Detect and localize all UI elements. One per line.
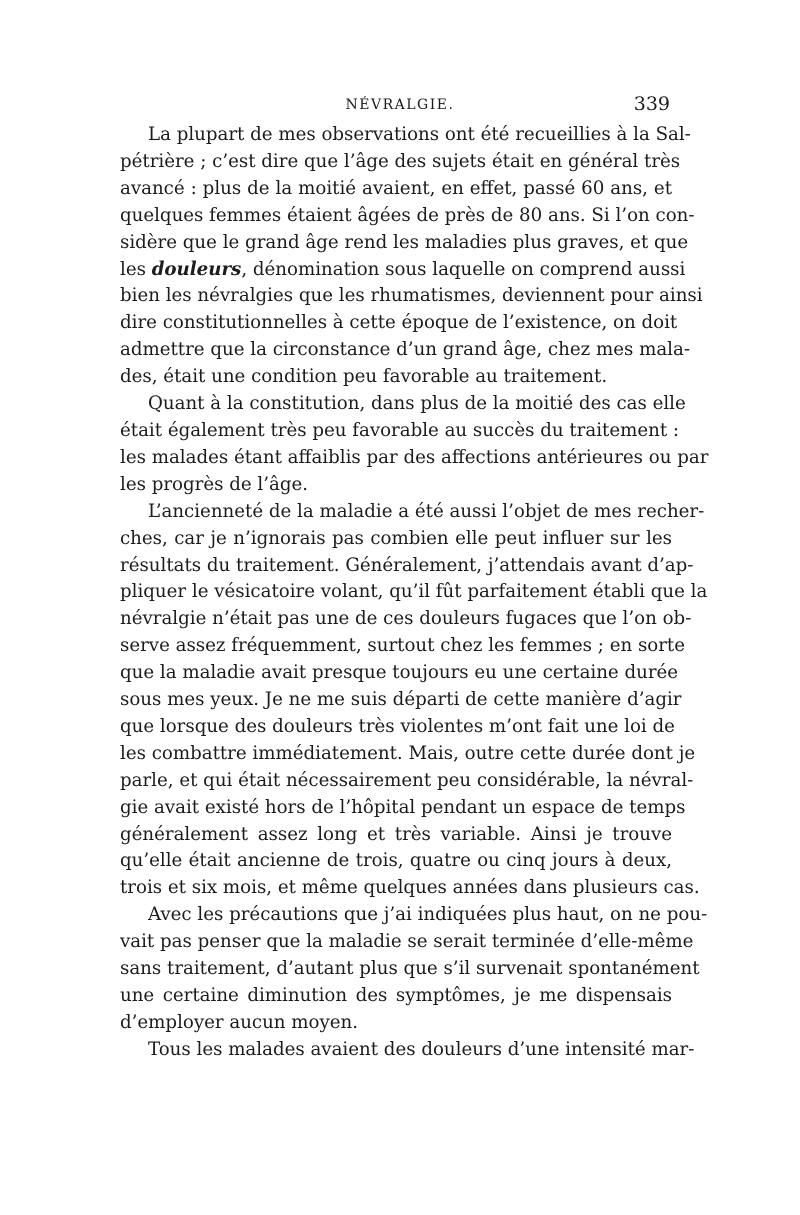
text-line: les progrès de l’âge. bbox=[120, 473, 309, 495]
text-line: trois et six mois, et même quelques années dans plusieurs cas. bbox=[120, 877, 700, 899]
text-line: généralement assez long et très variable. Ainsi je trouve bbox=[120, 823, 672, 845]
text-line: que la maladie avait presque toujours eu une certaine durée bbox=[120, 662, 679, 684]
paragraph-4 bbox=[120, 902, 708, 1037]
text-line: que lorsque des douleurs très violentes m’ont fait une loi de bbox=[120, 715, 675, 737]
page-number: 339 bbox=[633, 93, 670, 115]
paragraph-1 bbox=[120, 122, 703, 391]
text-line: Tous les malades avaient des douleurs d’une intensité mar- bbox=[148, 1038, 695, 1060]
text-line: sous mes yeux. Je ne me suis départi de cette manière d’agir bbox=[120, 689, 682, 711]
text-line: bien les névralgies que les rhumatismes, deviennent pour ainsi bbox=[120, 285, 703, 307]
line-suffix: , dénomination sous laquelle on comprend aussi bbox=[241, 258, 686, 280]
text-line: Quant à la constitution, dans plus de la moitié des cas elle bbox=[148, 393, 686, 415]
text-line: les combattre immédiatement. Mais, outre cette durée dont je bbox=[120, 742, 696, 764]
page-header bbox=[120, 93, 680, 117]
paragraph-3 bbox=[120, 499, 708, 903]
body-text bbox=[120, 122, 709, 1064]
text-line: dire constitutionnelles à cette époque de l’existence, on doit bbox=[120, 312, 678, 334]
paragraph-2 bbox=[120, 391, 709, 499]
text-line: résultats du traitement. Généralement, j’attendais avant d’ap- bbox=[120, 554, 694, 576]
text-line: L’ancienneté de la maladie a été aussi l’objet de mes recher- bbox=[148, 500, 705, 522]
text-line: quelques femmes étaient âgées de près de 80 ans. Si l’on con- bbox=[120, 204, 695, 226]
text-line: sans traitement, d’autant plus que s’il survenait spontanément bbox=[120, 958, 700, 980]
text-line: Avec les précautions que j’ai indiquées plus haut, on ne pou- bbox=[148, 904, 708, 926]
text-line: parle, et qui était nécessairement peu considérable, la névral- bbox=[120, 769, 694, 791]
text-line: était également très peu favorable au succès du traitement : bbox=[120, 419, 680, 441]
text-line: névralgie n’était pas une de ces douleurs fugaces que l’on ob- bbox=[120, 608, 692, 630]
paragraph-5 bbox=[120, 1037, 695, 1064]
text-line: des, était une condition peu favorable au traitement. bbox=[120, 366, 608, 388]
text-line: ches, car je n’ignorais pas combien elle peut influer sur les bbox=[120, 527, 672, 549]
text-line: pliquer le vésicatoire volant, qu’il fût parfaitement établi que la bbox=[120, 581, 708, 603]
italic-term: douleurs bbox=[151, 258, 242, 280]
text-line: sidère que le grand âge rend les maladies plus graves, et que bbox=[120, 231, 689, 253]
text-line: serve assez fréquemment, surtout chez les femmes ; en sorte bbox=[120, 635, 686, 657]
line-prefix: les bbox=[120, 258, 152, 280]
text-line: admettre que la circonstance d’un grand âge, chez mes mala- bbox=[120, 339, 690, 361]
text-line: pétrière ; c’est dire que l’âge des sujets était en général très bbox=[120, 150, 681, 172]
text-line-with-italic bbox=[120, 257, 686, 284]
text-line: d’employer aucun moyen. bbox=[120, 1011, 359, 1033]
text-line: les malades étant affaiblis par des affections antérieures ou par bbox=[120, 446, 709, 468]
text-line: une certaine diminution des symptômes, je me dispensais bbox=[120, 985, 672, 1006]
text-line: qu’elle était ancienne de trois, quatre ou cinq jours à deux, bbox=[120, 850, 672, 872]
text-line: avancé : plus de la moitié avaient, en effet, passé 60 ans, et bbox=[120, 177, 672, 199]
text-line: gie avait existé hors de l’hôpital pendant un espace de temps bbox=[120, 796, 686, 818]
text-line: La plupart de mes observations ont été recueillies à la Sal- bbox=[148, 124, 691, 145]
running-title: NÉVRALGIE. bbox=[345, 97, 455, 113]
text-line: vait pas penser que la maladie se serait terminée d’elle-même bbox=[120, 931, 694, 953]
